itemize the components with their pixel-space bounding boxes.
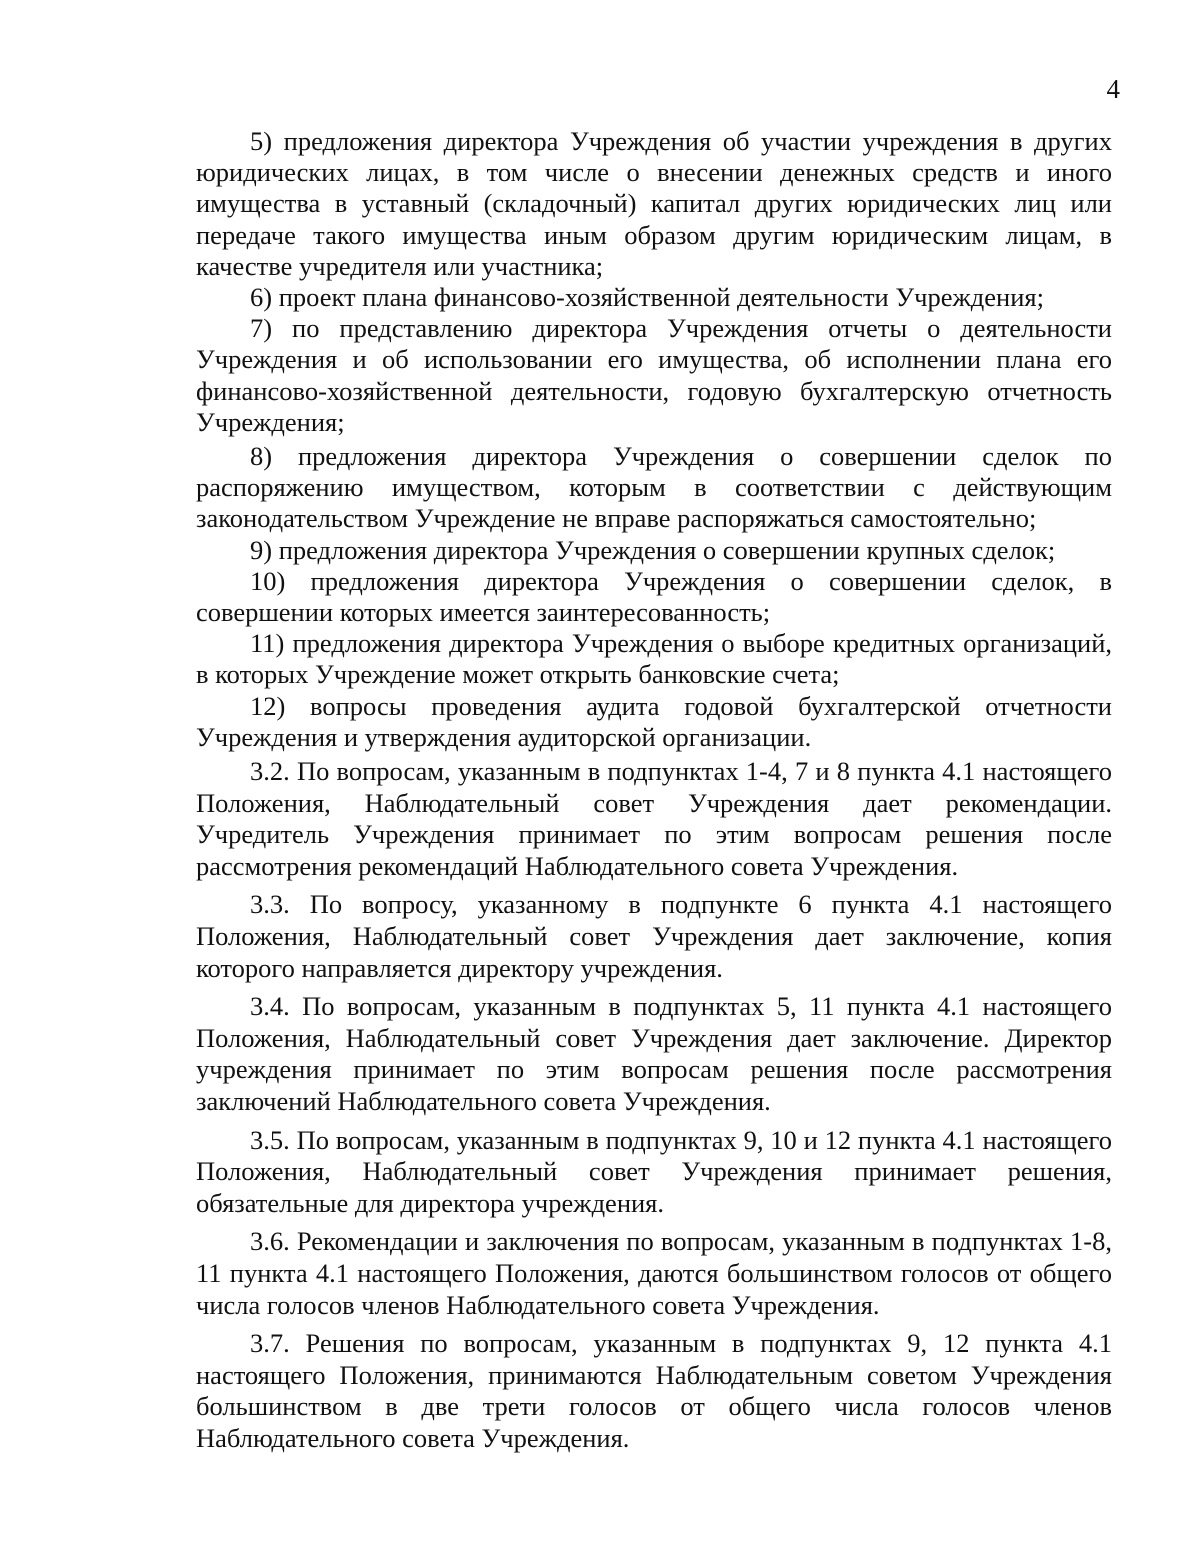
paragraph-item-11: 11) предложения директора Учреждения о выборе кредитных организаций, в которых Учреждение может открыть банковские счета; <box>196 628 1112 690</box>
paragraph-item-9: 9) предложения директора Учреждения о совершении крупных сделок; <box>250 534 1056 565</box>
paragraph-item-10: 10) предложения директора Учреждения о совершении сделок, в совершении которых имеется заинтересованность; <box>196 565 1112 628</box>
paragraph-3-5: 3.5. По вопросам, указанным в подпунктах 9, 10 и 12 пункта 4.1 настоящего Положения, Наблюдательный совет Учреждения принимает решения, обязательные для директора учреждения. <box>196 1124 1112 1218</box>
paragraph-3-2: 3.2. По вопросам, указанным в подпунктах 1-4, 7 и 8 пункта 4.1 настоящего Положения, Наблюдательный совет Учреждения дает рекомендации. Учредитель Учреждения принимает по этим вопросам решения после рассмотрения рекомендаций Наблюдательного совета Учреждения. <box>196 756 1112 881</box>
paragraph-3-4: 3.4. По вопросам, указанным в подпунктах 5, 11 пункта 4.1 настоящего Положения, Наблюдательный совет Учреждения дает заключение. Директор учреждения принимает по этим вопросам решения после рассмотрения заключений Наблюдательного совета Учреждения. <box>196 991 1112 1116</box>
page-number: 4 <box>1106 74 1120 104</box>
paragraph-3-6: 3.6. Рекомендации и заключения по вопросам, указанным в подпунктах 1-8, 11 пункта 4.1 настоящего Положения, даются большинством голосов от общего числа голосов членов Наблюдательного совета Учреждения. <box>196 1226 1112 1320</box>
paragraph-item-7: 7) по представлению директора Учреждения отчеты о деятельности Учреждения и об использовании его имущества, об исполнении плана его финансово-хозяйственной деятельности, годовую бухгалтерскую отчетность Учреждения; <box>196 313 1112 437</box>
paragraph-item-6: 6) проект плана финансово-хозяйственной деятельности Учреждения; <box>250 282 1044 313</box>
paragraph-3-7: 3.7. Решения по вопросам, указанным в подпунктах 9, 12 пункта 4.1 настоящего Положения, принимаются Наблюдательным советом Учреждения большинством в две трети голосов от общего числа голосов членов Наблюдательного совета Учреждения. <box>196 1328 1112 1453</box>
document-body <box>196 126 1112 1455</box>
paragraph-item-12: 12) вопросы проведения аудита годовой бухгалтерской отчетности Учреждения и утверждения аудиторской организации. <box>196 690 1112 752</box>
paragraph-item-8: 8) предложения директора Учреждения о совершении сделок по распоряжению имуществом, которым в соответствии с действующим законодательством Учреждение не вправе распоряжаться самостоятельно; <box>196 441 1112 534</box>
paragraph-item-5: 5) предложения директора Учреждения об участии учреждения в других юридических лицах, в том числе о внесении денежных средств и иного имущества в уставный (складочный) капитал других юридических лиц или передаче такого имущества иным образом другим юридическим лицам, в качестве учредителя или участника; <box>196 126 1112 281</box>
paragraph-3-3: 3.3. По вопросу, указанному в подпункте 6 пункта 4.1 настоящего Положения, Наблюдательный совет Учреждения дает заключение, копия которого направляется директору учреждения. <box>196 889 1112 983</box>
